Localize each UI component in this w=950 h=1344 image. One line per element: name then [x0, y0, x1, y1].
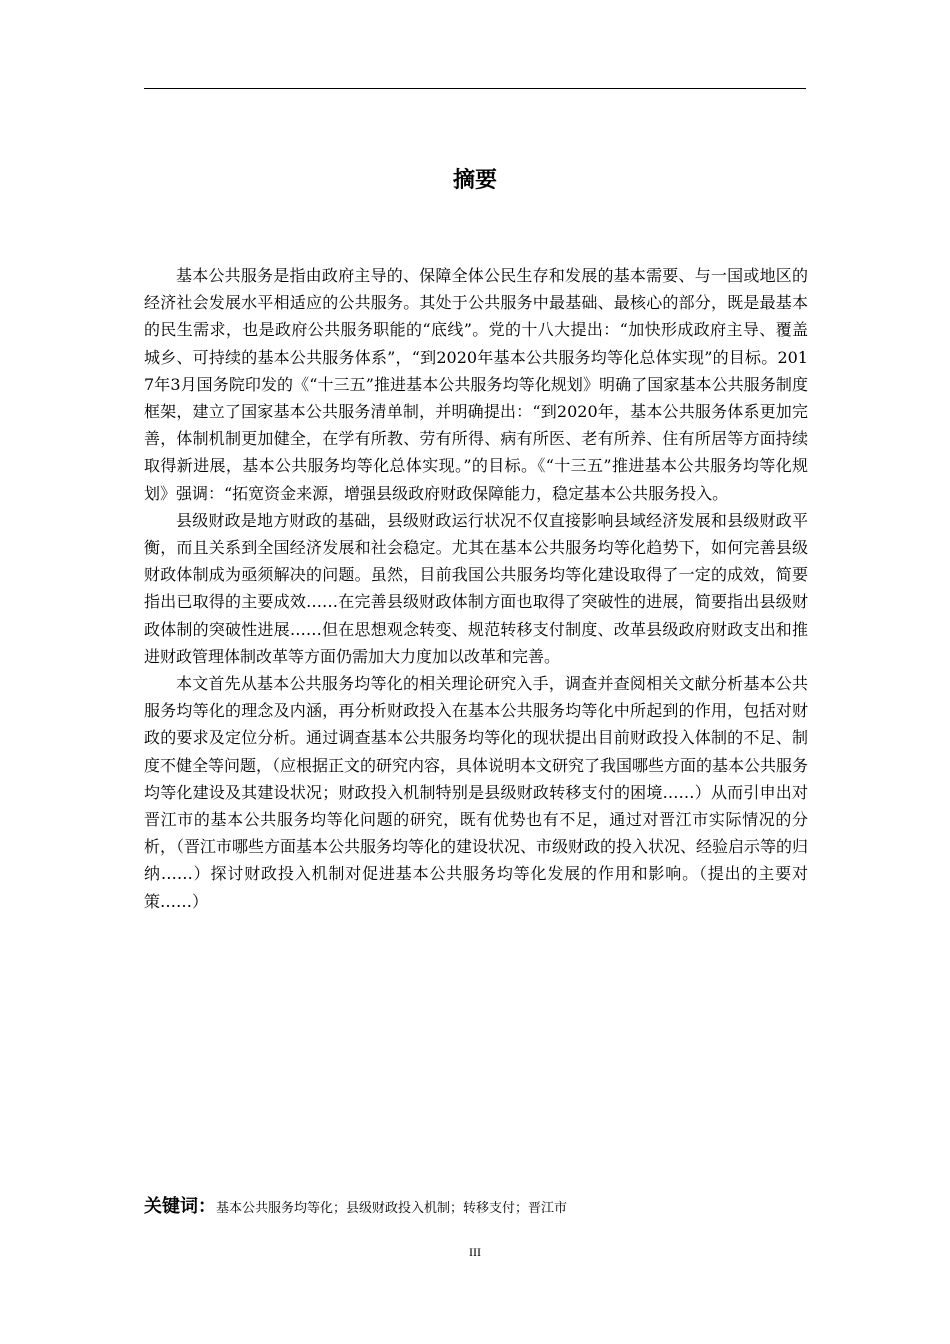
abstract-paragraph-3: 本文首先从基本公共服务均等化的相关理论研究入手，调查并查阅相关文献分析基本公共服务均等化的理念及内涵，再分析财政投入在基本公共服务均等化中所起到的作用，包括对财政的要求及定位分析。通过调查基本公共服务均等化的现状提出目前财政投入体制的不足、制度不健全等问题，（应根据正文的研究内容，具体说明本文研究了我国哪些方面的基本公共服务均等化建设及其建设状况；财政投入机制特别是县级财政转移支付的困境……）从而引申出对晋江市的基本公共服务均等化问题的研究，既有优势也有不足，通过对晋江市实际情况的分析，（晋江市哪些方面基本公共服务均等化的建设状况、市级财政的投入状况、经验启示等的归纳……）探讨财政投入机制对促进基本公共服务均等化发展的作用和影响。（提出的主要对策……）: [144, 674, 809, 911]
abstract-body: [144, 262, 808, 915]
keywords-text: 基本公共服务均等化；县级财政投入机制；转移支付；晋江市: [216, 1201, 568, 1216]
page-title: 摘要: [452, 168, 497, 193]
page-number: III: [469, 1245, 481, 1259]
abstract-paragraph-1: 基本公共服务是指由政府主导的、保障全体公民生存和发展的基本需要、与一国或地区的经济社会发展水平相适应的公共服务。其处于公共服务中最基础、最核心的部分，既是最基本的民生需求，也是政府公共服务职能的“底线”。党的十八大提出：“加快形成政府主导、覆盖城乡、可持续的基本公共服务体系”，“到2020年基本公共服务均等化总体实现”的目标。2017年3月国务院印发的《“十三五”推进基本公共服务均等化规划》明确了国家基本公共服务制度框架，建立了国家基本公共服务清单制，并明确提出：“到2020年，基本公共服务体系更加完善，体制机制更加健全，在学有所教、劳有所得、病有所医、老有所养、住有所居等方面持续取得新进展，基本公共服务均等化总体实现。”的目标。《“十三五”推进基本公共服务均等化规划》强调：“拓宽资金来源，增强县级政府财政保障能力，稳定基本公共服务投入。: [144, 266, 808, 503]
abstract-paragraph-2: 县级财政是地方财政的基础，县级财政运行状况不仅直接影响县域经济发展和县级财政平衡，而且关系到全国经济发展和社会稳定。尤其在基本公共服务均等化趋势下，如何完善县级财政体制成为亟须解决的问题。虽然，目前我国公共服务均等化建设取得了一定的成效，简要指出已取得的主要成效……在完善县级财政体制方面也取得了突破性的进展，简要指出县级财政体制的突破性进展……但在思想观念转变、规范转移支付制度、改革县级政府财政支出和推进财政管理体制改革等方面仍需加大力度加以改革和完善。: [144, 510, 808, 666]
keywords-line: [144, 1192, 808, 1218]
header-rule: [144, 88, 806, 89]
keywords-label: 关键词：: [144, 1196, 216, 1217]
